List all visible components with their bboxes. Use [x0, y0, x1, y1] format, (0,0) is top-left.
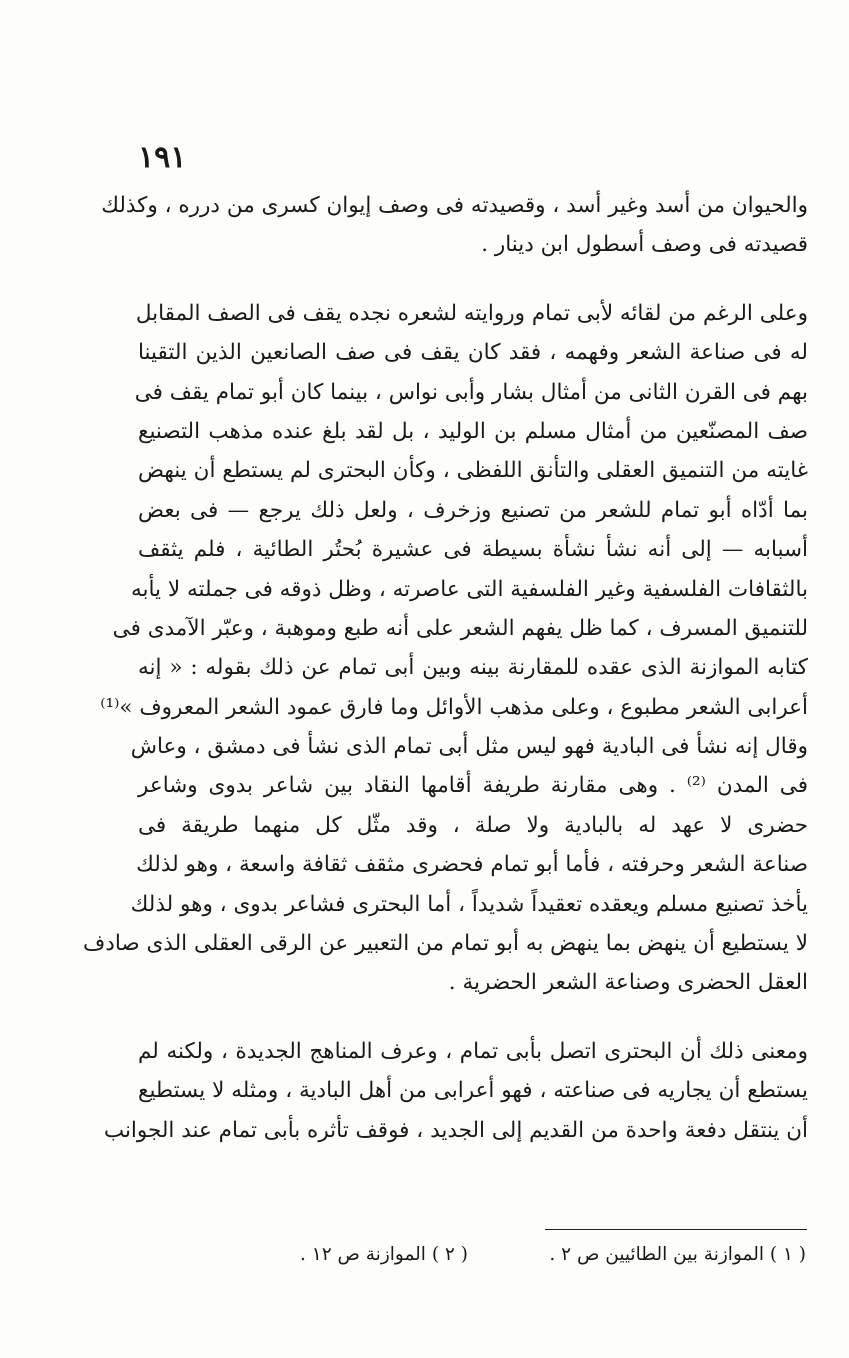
footnote-2: ( ٢ ) الموازنة ص ١٢ .	[300, 1244, 468, 1265]
text-line: فى المدن ⁽²⁾ . وهى مقارنة طريفة أقامها النقاد بين شاعر بدوى وشاعر	[138, 773, 808, 799]
text-line: أعرابى الشعر مطبوع ، وعلى مذهب الأوائل وما فارق عمود الشعر المعروف »⁽¹⁾	[100, 694, 808, 720]
page-number: ١٩١	[138, 140, 187, 175]
text-line: حضرى لا عهد له بالبادية ولا صلة ، وقد مثّل كل منهما طريقة فى	[138, 812, 808, 838]
footnotes	[300, 1241, 806, 1269]
text-line: بهم فى القرن الثانى من أمثال بشار وأبى نواس ، بينما كان أبو تمام يقف فى	[134, 379, 808, 405]
text-line: للتنميق المسرف ، كما ظل يفهم الشعر على أنه طبع وموهبة ، وعبّر الآمدى فى	[112, 615, 808, 641]
text-line: وقال إنه نشأ فى البادية فهو ليس مثل أبى تمام الذى نشأ فى دمشق ، وعاش	[130, 734, 808, 760]
text-line: وعلى الرغم من لقائه لأبى تمام وروايته لشعره نجده يقف فى الصف المقابل	[135, 300, 808, 326]
body-text	[82, 186, 808, 1150]
text-line: يستطع أن يجاريه فى صناعته ، فهو أعرابى من أهل البادية ، ومثله لا يستطيع	[138, 1078, 808, 1104]
text-line: لا يستطيع أن ينهض بما ينهض به أبو تمام من التعبير عن الرقى العقلى الذى صادف	[82, 931, 808, 957]
text-line: العقل الحضرى وصناعة الشعر الحضرية .	[448, 970, 808, 996]
footnote-1: ( ١ ) الموازنة بين الطائيين ص ٢ .	[549, 1244, 806, 1265]
text-line: صناعة الشعر وحرفته ، فأما أبو تمام فحضرى مثقف ثقافة واسعة ، وهو لذلك	[136, 852, 808, 878]
text-line: كتابه الموازنة الذى عقده للمقارنة بينه وبين أبى تمام عن ذلك بقوله : « إنه	[138, 655, 808, 681]
text-line: غايته من التنميق العقلى والتأنق اللفظى ، وكأن البحترى لم يستطع أن ينهض	[138, 458, 808, 484]
text-line: صف المصنّعين من أمثال مسلم بن الوليد ، بل لقد بلغ عنده مذهب التصنيع	[138, 418, 808, 444]
text-line: قصيدته فى وصف أسطول ابن دينار .	[481, 232, 808, 258]
text-line: بما أدّاه أبو تمام للشعر من تصنيع وزخرف ، ولعل ذلك يرجع — فى بعض	[138, 497, 808, 523]
text-line: بالثقافات الفلسفية وغير الفلسفية التى عاصرته ، وظل ذوقه فى جملته لا يأبه	[130, 576, 808, 602]
text-line: ومعنى ذلك أن البحترى اتصل بأبى تمام ، وعرف المناهج الجديدة ، ولكنه لم	[138, 1038, 808, 1064]
footnote-divider	[545, 1229, 807, 1230]
text-line: والحيوان من أسد وغير أسد ، وقصيدته فى وصف إيوان كسرى من درره ، وكذلك	[101, 193, 808, 218]
paragraph-spacer	[138, 1003, 808, 1032]
text-line: أسبابه — إلى أنه نشأ نشأة بسيطة فى عشيرة بُحتُر الطائية ، فلم يثقف	[138, 537, 808, 563]
text-line: أن ينتقل دفعة واحدة من القديم إلى الجديد ، فوقف تأثره بأبى تمام عند الجوانب	[103, 1117, 808, 1143]
paragraph-1	[101, 186, 808, 265]
paragraph-2	[82, 294, 808, 1003]
text-line: يأخذ تصنيع مسلم ويعقده تعقيداً شديداً ، أما البحترى فشاعر بدوى ، وهو لذلك	[130, 891, 808, 917]
paragraph-3	[103, 1032, 808, 1150]
text-line: له فى صناعة الشعر وفهمه ، فقد كان يقف فى صف الصانعين الذين التقينا	[138, 340, 808, 366]
paragraph-spacer	[138, 265, 808, 294]
